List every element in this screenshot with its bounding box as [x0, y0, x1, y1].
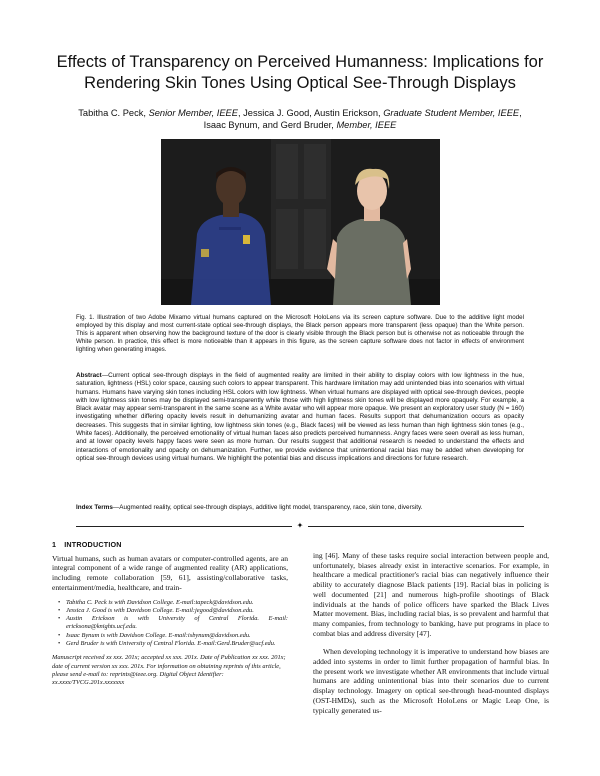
author-name: Isaac Bynum,: [203, 120, 263, 130]
author-name: Jessica J. Good,: [243, 108, 314, 118]
author-separator: ,: [519, 108, 522, 118]
author-notes: [58, 599, 288, 649]
section-divider: [76, 522, 524, 530]
diamond-icon: ✦: [296, 521, 304, 530]
section-heading: [52, 540, 288, 550]
right-column: [313, 551, 549, 715]
author-affiliation: Member, IEEE: [336, 120, 397, 130]
index-terms-label: Index Terms: [76, 504, 113, 511]
manuscript-note: Manuscript received xx xxx. 201x; accepted xx xxx. 201x. Date of Publication xx xxx. 201x; date of current version xx xxx. 201x. For information on obtaining reprints of this article, please send e-mail to: reprints@ieee.org. Digital Object Identifier: xx.xxxx/TVCG.201x.xxxxxxx: [52, 654, 286, 687]
left-column: [52, 540, 288, 687]
author-list: [50, 107, 550, 131]
index-terms: [76, 504, 524, 512]
author-note: • Austin Erickson is with University of Central Florida. E-mail: ericksona@knights.ucf.edu.: [58, 615, 288, 632]
intro-paragraph: When developing technology it is imperative to understand how biases are added into systems in order to limit further propagation of harmful bias. In the present work we investigate whether AR environments that include virtual humans are adding unintentional bias into their scenarios due to current display technology. Imagery on optical see-through head-mounted displays (OST-HMDs), such as the Microsoft HoloLens or Magic Leap One, is typically generated us-: [313, 647, 549, 715]
section-title: INTRODUCTION: [64, 540, 122, 549]
divider-line-right: [308, 526, 524, 527]
intro-paragraph: Virtual humans, such as human avatars or computer-controlled agents, are an integral component of a wide range of augmented reality (AR) applications, including remote collaboration [59, 61], assisting/collaborative tasks, entertainment/media, healthcare, and train-: [52, 553, 288, 592]
index-terms-text: —Augmented reality, optical see-through displays, additive light model, transparency, race, skin tone, diversity.: [112, 504, 423, 511]
virtual-humans-illustration: [161, 139, 440, 305]
author-affiliation: Senior Member, IEEE: [148, 108, 238, 118]
author-note: • Gerd Bruder is with University of Central Florida. E-mail:Gerd.Bruder@ucf.edu.: [58, 640, 288, 648]
intro-paragraph: ing [46]. Many of these tasks require social interaction between people and, unfortunately, biases already exist in interactive scenarios. For example, in healthcare a medical practitioner's racial bias can negatively influence their ability to accurately diagnose Black patients [19]. Racial bias in policing is well documented [21] and numerous high-profile shootings of Black individuals at the hands of police officers have sparked the Black Lives Matter movement. Bias, including racial bias, is so prevalent and harmful that many companies, from technology to banking, have put programs in place to combat bias and address diversity [47].: [313, 551, 549, 638]
author-note: • Jessica J. Good is with Davidson College. E-mail:jegood@davidson.edu.: [58, 607, 288, 615]
author-name: Austin Erickson,: [313, 108, 384, 118]
figure-caption: Fig. 1. Illustration of two Adobe Mixamo virtual humans captured on the Microsoft HoloLens via its screen capture software. Due to the additive light model employed by this display and most current-state optical see-through displays, the Black person appears more transparent (less opaque) than the White person. This is apparent when observing how the background texture of the door is clearly visible through the Black person but is otherwise not as noticeable through the White person. In practice, this effect is more noticeable than it appears in this figure, as the screen capture software does not factor in effects of environment lighting when generating images.: [76, 314, 524, 354]
author-separator: ,: [237, 108, 244, 118]
abstract-label: Abstract: [76, 372, 102, 379]
author-note: • Tabitha C. Peck is with Davidson College. E-mail:tapeck@davidson.edu.: [58, 599, 288, 607]
divider-line-left: [76, 526, 292, 527]
teaser-figure: [161, 139, 440, 305]
author-name: Tabitha C. Peck,: [78, 108, 149, 118]
author-note: • Isaac Bynum is with Davidson College. E-mail:isbynum@davidson.edu.: [58, 632, 288, 640]
abstract-text: —Current optical see-through displays in the field of augmented reality are limited in their ability to display colors with low lightness in the hue, saturation, lightness (HSL) color space, causing such colors to appear transparent. This hardware limitation may add unintended bias into scenarios with virtual humans. Humans have varying skin tones including HSL colors with low lightness. When virtual humans are displayed with optical see-through devices, people with low lightness skin tones may be displayed semi-transparently while those with high lightness skin tones will be displayed more opaquely. For example, a Black avatar may appear semi-transparent in the same scene as a White avatar who will appear more opaque. We present an exploratory user study (N = 160) investigating whether differing opacity levels result in dehumanizing avatar and human faces. Results support that dehumanization occurs as opacity decreases. This suggests that in similar lighting, low lightness skin tones (e.g., Black faces) will be viewed as less human than high lightness skin tones (e.g., White faces). Additionally, the perceived emotionality of virtual human faces also predicts perceived humanness. Angry faces were seen overall as less human, and at lower opacity levels happy faces were seen as more human. Our results suggest that additional research is needed to understand the effects and interactions of emotionality and opacity on dehumanization. Further, we provide evidence that unintentional racial bias may be added when developing for optical see-through devices using virtual humans. We highlight the potential bias and discuss implications and directions for future research.: [76, 372, 524, 462]
abstract: [76, 372, 524, 463]
author-name: and Gerd Bruder,: [262, 120, 337, 130]
section-number: 1: [52, 540, 57, 549]
author-affiliation: Graduate Student Member, IEEE: [383, 108, 520, 118]
paper-title: Effects of Transparency on Perceived Humanness: Implications for Rendering Skin Tones Using Optical See-Through Displays: [56, 53, 544, 92]
